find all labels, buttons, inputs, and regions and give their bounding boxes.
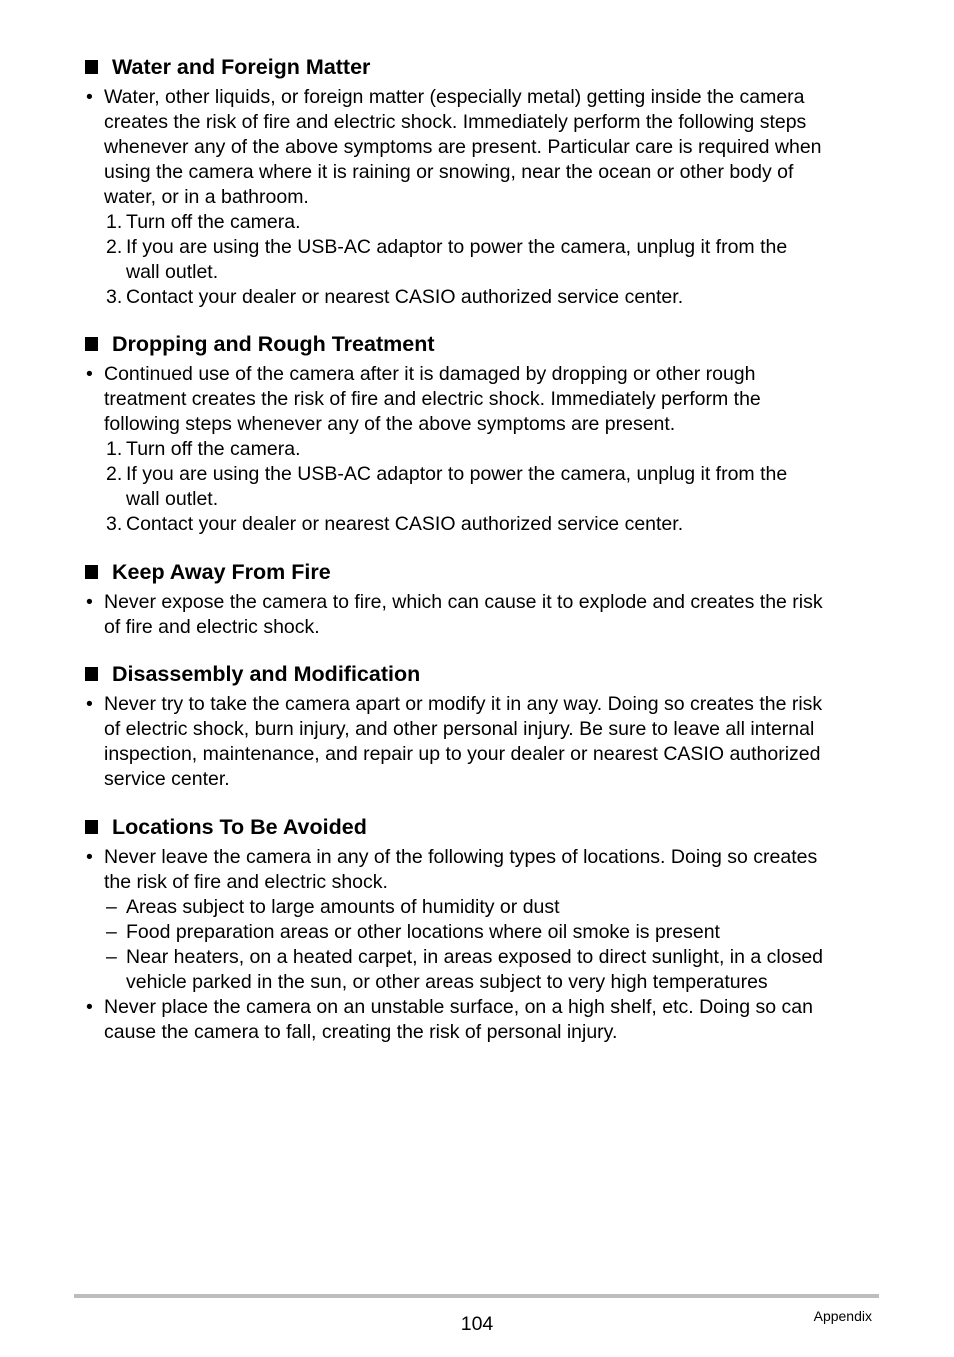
footer-divider (74, 1294, 879, 1298)
section (84, 559, 884, 640)
sub-item-text-line: vehicle parked in the sun, or other areas subject to very high temperatures (126, 971, 768, 993)
bullet-item (84, 995, 884, 1045)
section-heading-text: Dropping and Rough Treatment (112, 331, 435, 356)
sub-item (104, 437, 884, 462)
sub-item (104, 512, 884, 537)
page-number: 104 (460, 1313, 494, 1335)
sub-item-marker: 3. (106, 513, 123, 535)
section-heading-text: Disassembly and Modification (112, 661, 421, 686)
section-heading-text: Locations To Be Avoided (112, 814, 367, 839)
bullet-dot-icon: • (86, 693, 93, 715)
bullet-text-line: whenever any of the above symptoms are present. Particular care is required when (104, 136, 822, 158)
sub-item (104, 920, 884, 945)
bullet-text-line: Water, other liquids, or foreign matter (especially metal) getting inside the camera (104, 86, 805, 108)
sub-item-marker: 2. (106, 236, 123, 258)
section-heading-text: Keep Away From Fire (112, 559, 331, 584)
bullet-item (84, 590, 884, 640)
sub-item (104, 895, 884, 920)
bullet-item (84, 362, 884, 537)
sub-item (104, 210, 884, 235)
bullet-dot-icon: • (86, 86, 93, 108)
sub-item (104, 462, 884, 512)
sub-item (104, 285, 884, 310)
sub-item-text-line: Near heaters, on a heated carpet, in areas exposed to direct sunlight, in a closed (126, 946, 824, 968)
sub-item-text-line: wall outlet. (126, 261, 219, 283)
bullet-dot-icon: • (86, 996, 93, 1018)
bullet-text-line: Never expose the camera to fire, which can cause it to explode and creates the risk (104, 591, 823, 613)
bullet-text-line: treatment creates the risk of fire and electric shock. Immediately perform the (104, 388, 761, 410)
sub-item-text-line: If you are using the USB-AC adaptor to power the camera, unplug it from the (126, 463, 788, 485)
sub-item-text-line: Turn off the camera. (126, 211, 301, 233)
bullet-dot-icon: • (86, 846, 93, 868)
sub-item-marker: – (106, 921, 117, 943)
section (84, 331, 884, 537)
square-bullet-icon (85, 337, 98, 351)
section-heading (84, 661, 884, 687)
bullet-text-line: service center. (104, 768, 230, 790)
bullet-dot-icon: • (86, 363, 93, 385)
section-heading (84, 331, 884, 357)
sub-item-marker: 1. (106, 211, 123, 233)
section (84, 661, 884, 792)
sub-item (104, 945, 884, 995)
square-bullet-icon (85, 565, 98, 579)
bullet-text-line: Never try to take the camera apart or modify it in any way. Doing so creates the risk (104, 693, 823, 715)
square-bullet-icon (85, 60, 98, 74)
section-heading (84, 814, 884, 840)
bullet-text-line: Never leave the camera in any of the following types of locations. Doing so creates (104, 846, 818, 868)
bullet-item (84, 85, 884, 310)
bullet-text-line: creates the risk of fire and electric shock. Immediately perform the following steps (104, 111, 807, 133)
sub-item-marker: – (106, 896, 117, 918)
sub-item (104, 235, 884, 285)
sub-item-marker: 3. (106, 286, 123, 308)
bullet-text-line: of fire and electric shock. (104, 616, 320, 638)
sub-item-text-line: Turn off the camera. (126, 438, 301, 460)
bullet-text-line: of electric shock, burn injury, and other personal injury. Be sure to leave all internal (104, 718, 815, 740)
section-heading-text: Water and Foreign Matter (112, 54, 371, 79)
bullet-text-line: Never place the camera on an unstable surface, on a high shelf, etc. Doing so can (104, 996, 813, 1018)
bullet-text-line: water, or in a bathroom. (104, 186, 309, 208)
bullet-text-line: Continued use of the camera after it is damaged by dropping or other rough (104, 363, 756, 385)
section-heading (84, 54, 884, 80)
bullet-item (84, 692, 884, 792)
footer-section-label: Appendix (813, 1308, 872, 1324)
bullet-text-line: using the camera where it is raining or snowing, near the ocean or other body of (104, 161, 794, 183)
square-bullet-icon (85, 667, 98, 681)
bullet-item (84, 845, 884, 995)
bullet-text-line: inspection, maintenance, and repair up to your dealer or nearest CASIO authorized (104, 743, 821, 765)
sub-item-text-line: Contact your dealer or nearest CASIO authorized service center. (126, 513, 684, 535)
section-heading (84, 559, 884, 585)
sub-item-text-line: wall outlet. (126, 488, 219, 510)
section (84, 814, 884, 1045)
section (84, 54, 884, 310)
sub-item-text-line: If you are using the USB-AC adaptor to power the camera, unplug it from the (126, 236, 788, 258)
sub-item-marker: – (106, 946, 117, 968)
sub-item-text-line: Food preparation areas or other locations where oil smoke is present (126, 921, 720, 943)
bullet-text-line: the risk of fire and electric shock. (104, 871, 388, 893)
sub-item-marker: 1. (106, 438, 123, 460)
bullet-dot-icon: • (86, 591, 93, 613)
bullet-text-line: following steps whenever any of the above symptoms are present. (104, 413, 676, 435)
bullet-text-line: cause the camera to fall, creating the risk of personal injury. (104, 1021, 618, 1043)
sub-item-text-line: Areas subject to large amounts of humidity or dust (126, 896, 560, 918)
sub-item-text-line: Contact your dealer or nearest CASIO authorized service center. (126, 286, 684, 308)
sub-item-marker: 2. (106, 463, 123, 485)
square-bullet-icon (85, 820, 98, 834)
